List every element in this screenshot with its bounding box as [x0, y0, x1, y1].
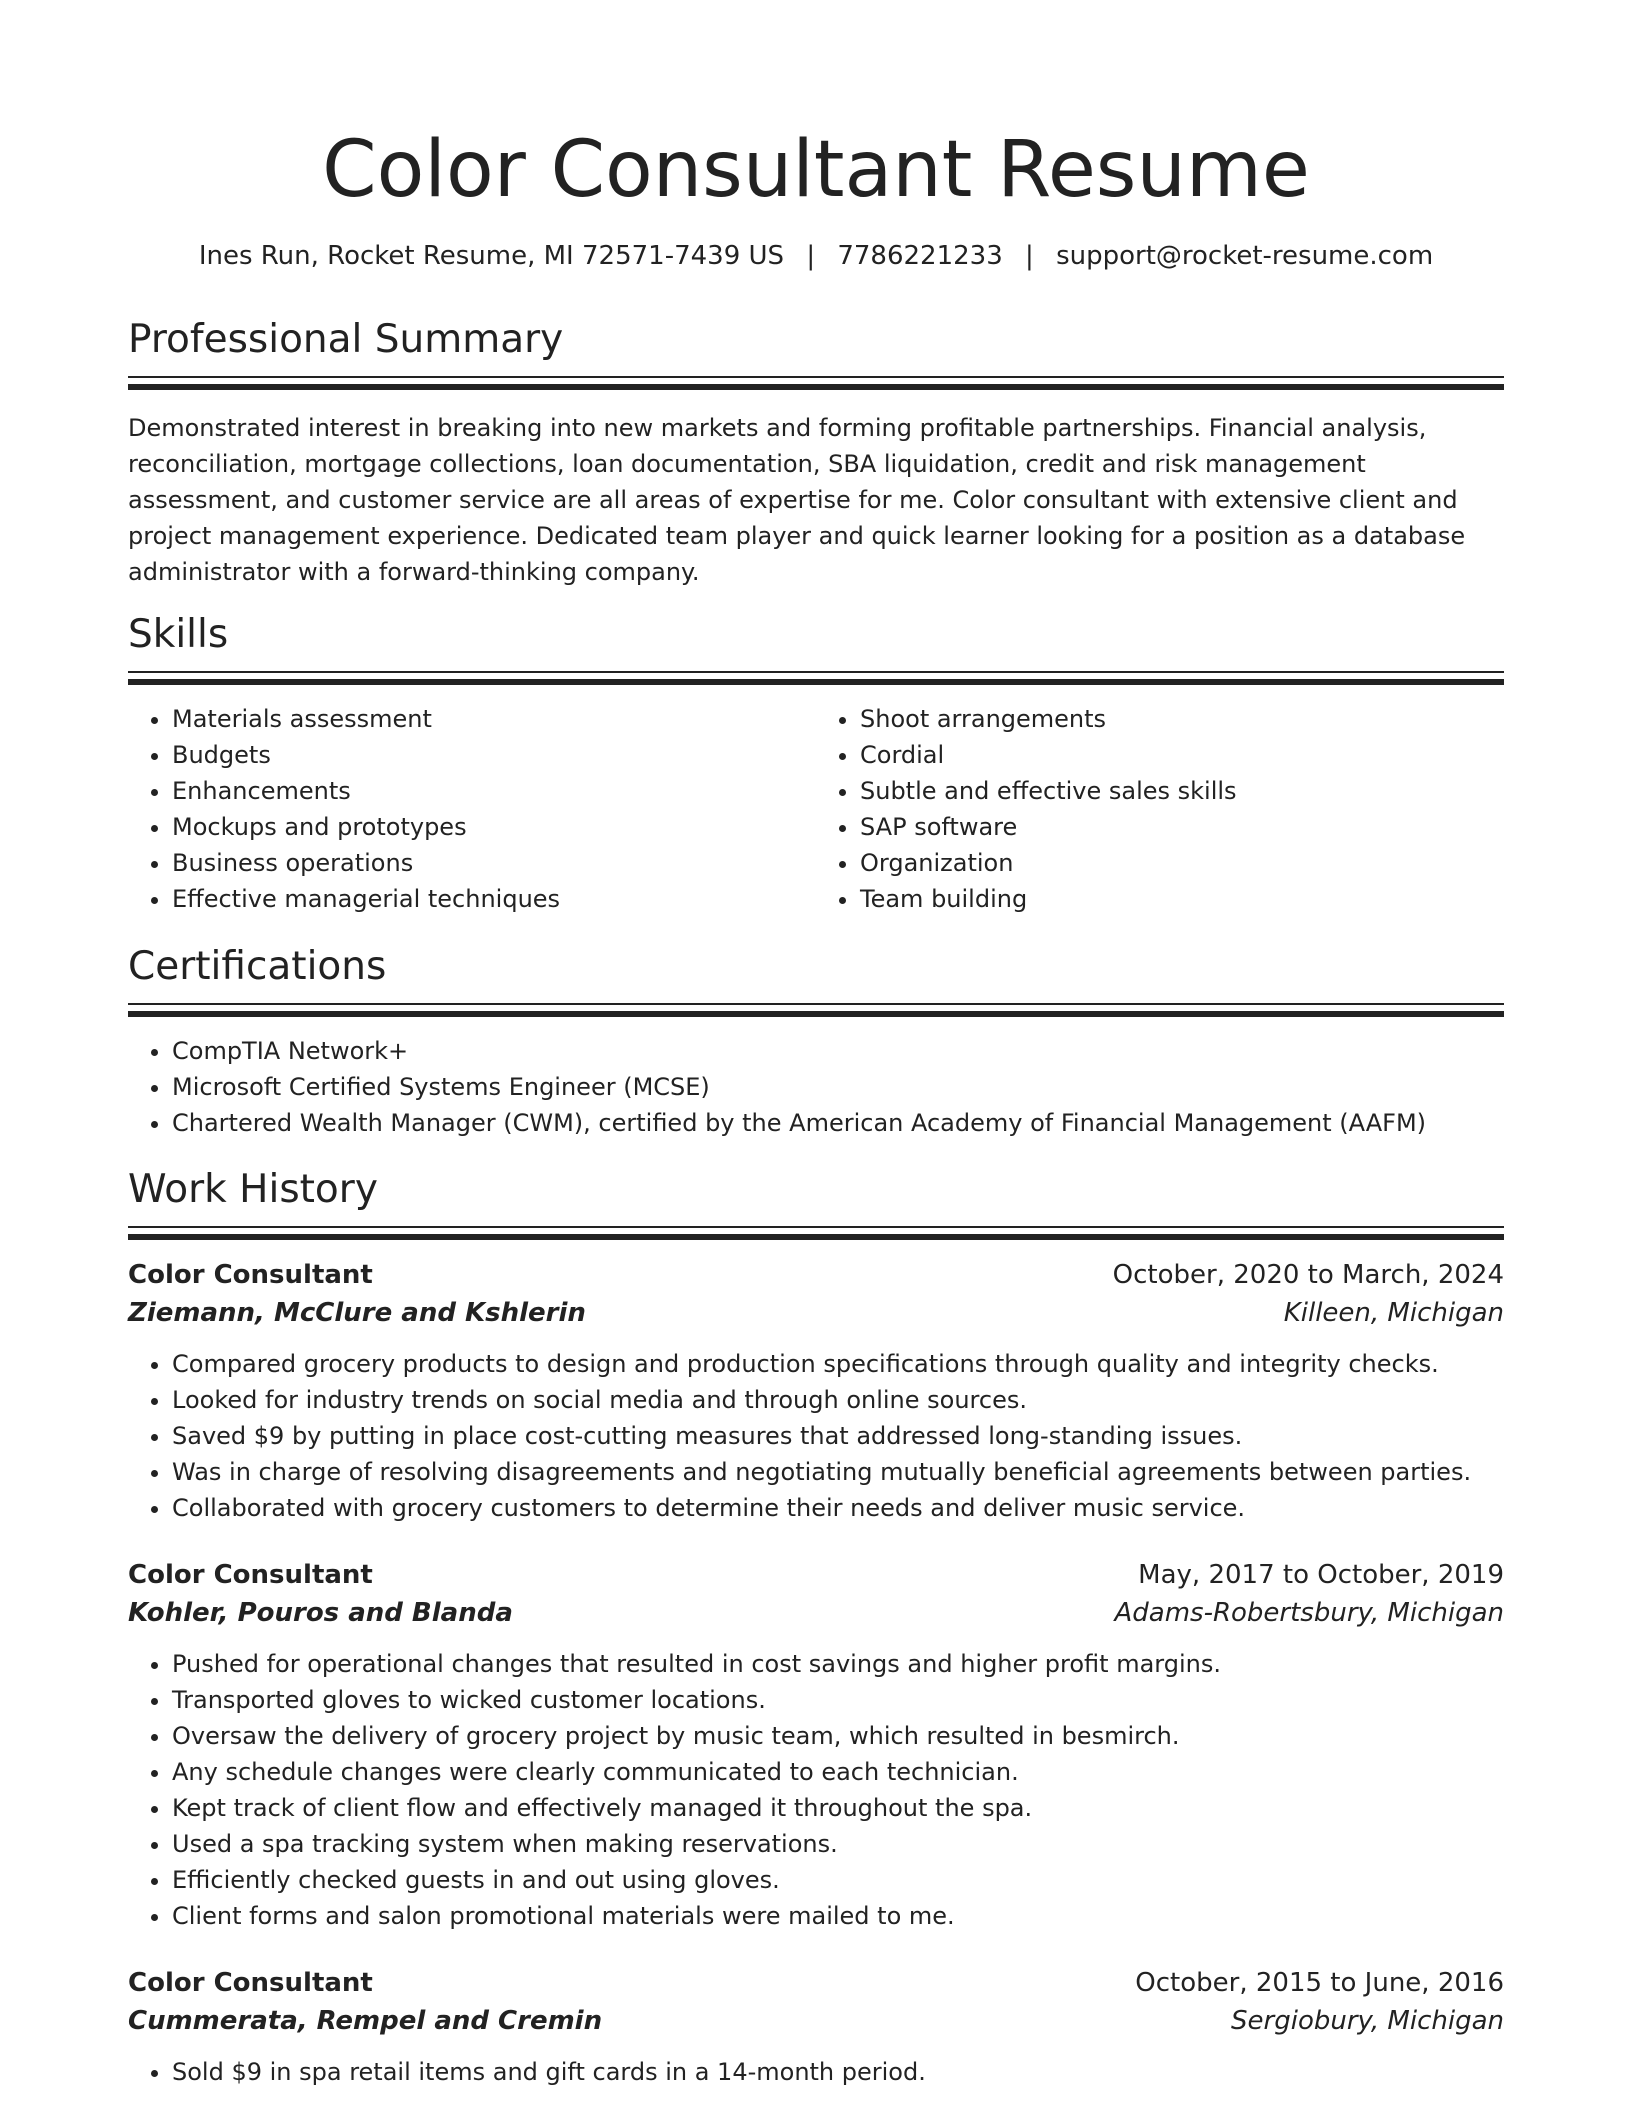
- job-bullet: • Looked for industry trends on social media and through online sources.: [172, 1382, 1504, 1418]
- job-employer: Cummerata, Rempel and Cremin: [128, 2006, 603, 2036]
- job-entry: [128, 1556, 1504, 1934]
- skill-item: • Materials assessment: [172, 701, 816, 737]
- job-dates: May, 2017 to October, 2019: [1138, 1560, 1504, 1590]
- section-divider: [128, 1226, 1504, 1228]
- job-bullet: • Collaborated with grocery customers to determine their needs and deliver music service.: [172, 1490, 1504, 1526]
- skills-list-left: [128, 701, 816, 917]
- section-heading-skills: Skills: [128, 612, 229, 657]
- section-heading-summary: Professional Summary: [128, 317, 564, 362]
- contact-separator: |: [806, 241, 816, 271]
- job-bullet: • Client forms and salon promotional materials were mailed to me.: [172, 1898, 1504, 1934]
- job-bullets: [128, 1646, 1504, 1934]
- skill-item: • Team building: [860, 881, 1504, 917]
- certification-item: • CompTIA Network+: [172, 1033, 1504, 1069]
- job-subheader: [128, 1594, 1504, 1632]
- certification-item: • Microsoft Certified Systems Engineer (MCSE): [172, 1069, 1504, 1105]
- job-bullet: • Oversaw the delivery of grocery project by music team, which resulted in besmirch.: [172, 1718, 1504, 1754]
- job-location: Adams-Robertsbury, Michigan: [1114, 1598, 1504, 1628]
- certification-item: • Chartered Wealth Manager (CWM), certified by the American Academy of Financial Management (AAFM): [172, 1105, 1504, 1141]
- contact-line: [0, 238, 1632, 274]
- contact-phone: 7786221233: [837, 241, 1003, 271]
- job-bullet: • Saved $9 by putting in place cost-cutting measures that addressed long-standing issues.: [172, 1418, 1504, 1454]
- contact-email: support@rocket-resume.com: [1056, 241, 1434, 271]
- job-bullet: • Pushed for operational changes that resulted in cost savings and higher profit margins.: [172, 1646, 1504, 1682]
- skills-list-right: [816, 701, 1504, 917]
- summary-section: [128, 314, 1504, 590]
- certifications-section: [128, 941, 1504, 1141]
- contact-separator: |: [1025, 241, 1034, 271]
- section-divider: [128, 671, 1504, 673]
- skills-columns: [128, 701, 1504, 917]
- section-heading-work-history: Work History: [128, 1167, 378, 1212]
- job-bullet: • Compared grocery products to design and production specifications through quality and integrity checks.: [172, 1346, 1504, 1382]
- job-title: Color Consultant: [128, 1968, 373, 1998]
- section-divider: [128, 679, 1504, 685]
- skill-item: • SAP software: [860, 809, 1504, 845]
- job-bullet: • Efficiently checked guests in and out using gloves.: [172, 1862, 1504, 1898]
- job-bullet: • Sold $9 in spa retail items and gift cards in a 14-month period.: [172, 2054, 1504, 2090]
- job-entry: [128, 1964, 1504, 2090]
- skill-item: • Business operations: [172, 845, 816, 881]
- job-title: Color Consultant: [128, 1560, 373, 1590]
- skills-section: [128, 609, 1504, 917]
- job-bullet: • Any schedule changes were clearly communicated to each technician.: [172, 1754, 1504, 1790]
- job-location: Sergiobury, Michigan: [1231, 2006, 1504, 2036]
- job-subheader: [128, 1294, 1504, 1332]
- resume-title: Color Consultant Resume: [322, 125, 1310, 215]
- job-dates: October, 2020 to March, 2024: [1112, 1260, 1504, 1290]
- skill-item: • Mockups and prototypes: [172, 809, 816, 845]
- skill-item: • Organization: [860, 845, 1504, 881]
- section-divider: [128, 1003, 1504, 1005]
- job-bullets: [128, 1346, 1504, 1526]
- job-employer: Ziemann, McClure and Kshlerin: [128, 1298, 586, 1328]
- job-bullet: • Was in charge of resolving disagreements and negotiating mutually beneficial agreements between parties.: [172, 1454, 1504, 1490]
- job-location: Killeen, Michigan: [1283, 1298, 1504, 1328]
- section-heading-certifications: Certifications: [128, 944, 387, 989]
- section-divider: [128, 384, 1504, 390]
- job-dates: October, 2015 to June, 2016: [1135, 1968, 1504, 1998]
- skill-item: • Budgets: [172, 737, 816, 773]
- skill-item: • Subtle and effective sales skills: [860, 773, 1504, 809]
- section-divider: [128, 1011, 1504, 1017]
- job-subheader: [128, 2002, 1504, 2040]
- summary-text: Demonstrated interest in breaking into new markets and forming profitable partnerships. Financial analysis, reconciliation, mortgage collections, loan documentation, SBA liquidation, credit and risk management assessment, and customer service are all areas of expertise for me. Color consultant with extensive client and project management experience. Dedicated team player and quick learner looking for a position as a database administrator with a forward-thinking company.: [128, 414, 1466, 586]
- job-header: [128, 1556, 1504, 1594]
- job-bullet: • Transported gloves to wicked customer locations.: [172, 1682, 1504, 1718]
- skill-item: • Effective managerial techniques: [172, 881, 816, 917]
- job-header: [128, 1964, 1504, 2002]
- job-title: Color Consultant: [128, 1260, 373, 1290]
- contact-address: Ines Run, Rocket Resume, MI 72571-7439 US: [198, 241, 785, 271]
- skill-item: • Enhancements: [172, 773, 816, 809]
- section-divider: [128, 376, 1504, 378]
- work-history-section: [128, 1164, 1504, 2090]
- job-bullets: [128, 2054, 1504, 2090]
- job-entry: [128, 1256, 1504, 1526]
- skill-item: • Shoot arrangements: [860, 701, 1504, 737]
- job-header: [128, 1256, 1504, 1294]
- jobs-container: [128, 1256, 1504, 2090]
- section-divider: [128, 1234, 1504, 1240]
- job-bullet: • Kept track of client flow and effectively managed it throughout the spa.: [172, 1790, 1504, 1826]
- job-employer: Kohler, Pouros and Blanda: [128, 1598, 513, 1628]
- job-bullet: • Used a spa tracking system when making reservations.: [172, 1826, 1504, 1862]
- certifications-list: [128, 1033, 1504, 1141]
- skill-item: • Cordial: [860, 737, 1504, 773]
